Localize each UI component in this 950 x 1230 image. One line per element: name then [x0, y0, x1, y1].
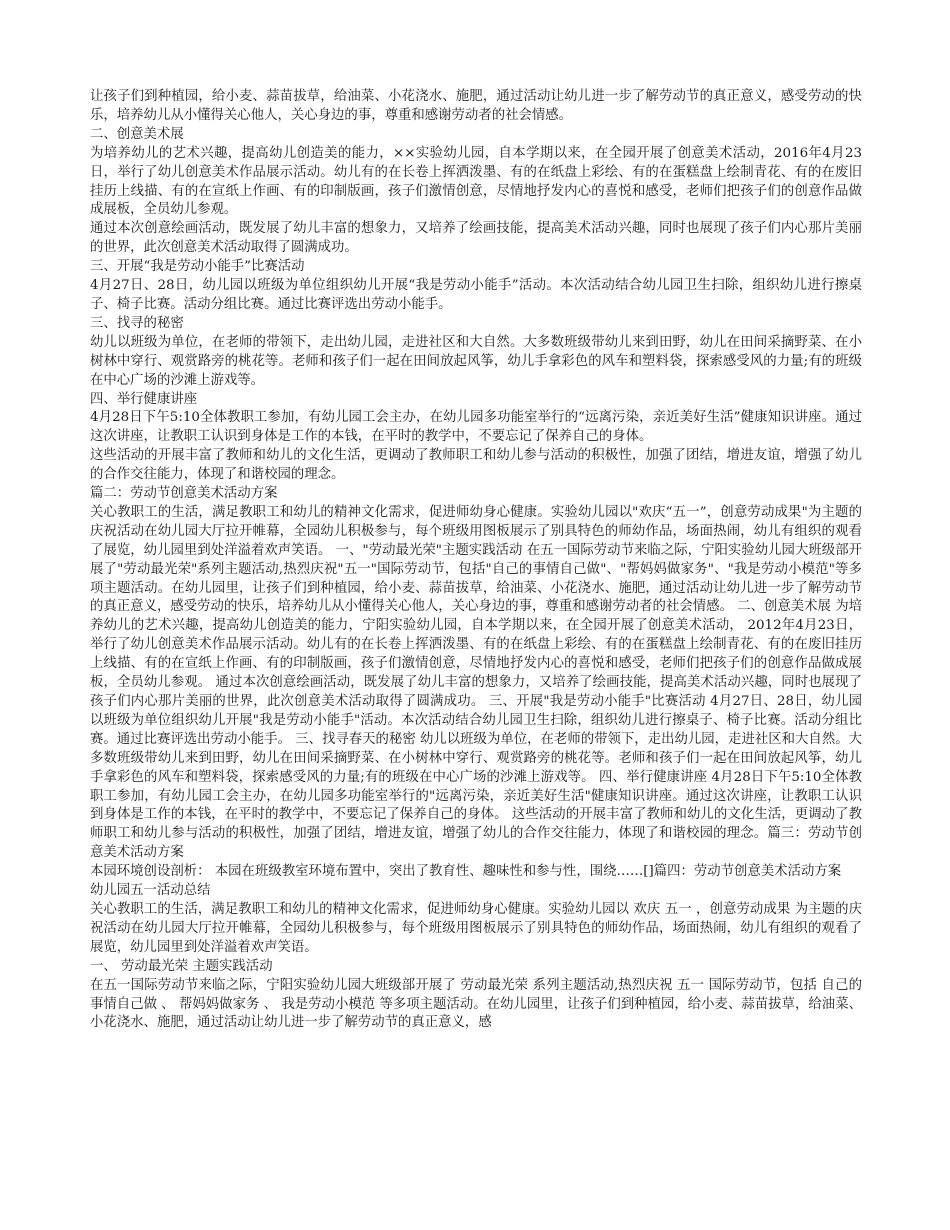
- paragraph-summary: 这些活动的开展丰富了教师和幼儿的文化生活，更调动了教师职工和幼儿参与活动的积极性，加强了团结，增进友谊，增强了幼儿的合作交往能力，体现了和谐校园的理念。: [90, 448, 862, 483]
- paragraph-labor-contest: 4月27日、28日，幼儿园以班级为单位组织幼儿开展“我是劳动小能手”活动。本次活动结合幼儿园卫生扫除，组织幼儿进行擦桌子、椅子比赛。活动分组比赛。通过比赛评选出劳动小能手。: [90, 278, 862, 312]
- paragraph-art-exhibition: 为培养幼儿的艺术兴趣，提高幼儿创造美的能力，××实验幼儿园，自本学期以来，在全园开展了创意美术活动，2016年4月23日，举行了幼儿创意美术作品展示活动。幼儿有的在长卷上挥洒泼墨、有的在纸盘上彩绘、有的在蛋糕盘上绘制青花、有的在废旧挂历上线描、有的在宣纸上作画、有的印制版画，孩子们激情创意，尽情地抒发内心的喜悦和感受，老师们把孩子们的创意作品做成展板，全员幼儿参观。: [90, 145, 862, 218]
- section-heading-art-exhibition: 二、创意美术展: [90, 126, 184, 142]
- document-body: [90, 88, 862, 1033]
- paragraph-labor-glory: 在五一国际劳动节来临之际，宁阳实验幼儿园大班级部开展了 劳动最光荣 系列主题活动,热烈庆祝 五一 国际劳动节，包括 自己的事情自己做 、 帮妈妈做家务 、 我是劳动小模范 等多项主题活动。在幼儿园里，让孩子们到种植园，给小麦、蒜苗拔草，给油菜、小花浇水、施肥，通过活动让幼儿进一步了解劳动节的真正意义，感: [90, 977, 862, 1031]
- chapter-heading-part-two: 篇二：劳动节创意美术活动方案: [90, 486, 278, 502]
- section-heading-health-lecture: 四、举行健康讲座: [90, 391, 198, 407]
- paragraph-part-two-body: 关心教职工的生活，满足教职工和幼儿的精神文化需求，促进师幼身心健康。实验幼儿园以"欢庆“五一”，创意劳动成果"为主题的庆祝活动在幼儿园大厅拉开帷幕，全园幼儿积极参与，每个班级用图板展示了别具特色的师幼作品，场面热闹，幼儿有组织的观看了展览，幼儿园里到处洋溢着欢声笑语。 一、"劳动最光荣"主题实践活动 在五一国际劳动节来临之际，宁阳实验幼儿园大班级部开展了"劳动最光荣"系列主题活动,热烈庆祝"五一"国际劳动节，包括"自己的事情自己做"、"帮妈妈做家务"、"我是劳动小模范"等多项主题活动。在幼儿园里，让孩子们到种植园，给小麦、蒜苗拔草，给油菜、小花浇水、施肥，通过活动让幼儿进一步了解劳动节的真正意义，感受劳动的快乐，培养幼儿从小懂得关心他人，关心身边的事，尊重和感谢劳动者的社会情感。 二、创意美术展 为培养幼儿的艺术兴趣，提高幼儿创造美的能力，宁阳实验幼儿园，自本学期以来，在全园开展了创意美术活动， 2012年4月23日，举行了幼儿创意美术作品展示活动。幼儿有的在长卷上挥洒泼墨、有的在纸盘上彩绘、有的在蛋糕盘上绘制青花、有的在废旧挂历上线描、有的在宣纸上作画、有的印制版画，孩子们激情创意，尽情地抒发内心的喜悦和感受，老师们把孩子们的创意作品做成展板，全员幼儿参观。 通过本次创意绘画活动，既发展了幼儿丰富的想象力，又培养了绘画技能，提高美术活动兴趣，同时也展现了孩子们内心那片美丽的世界，此次创意美术活动取得了圆满成功。 三、开展"我是劳动小能手"比赛活动 4月27日、28日，幼儿园以班级为单位组织幼儿开展"我是劳动小能手"活动。本次活动结合幼儿园卫生扫除，组织幼儿进行擦桌子、椅子比赛。活动分组比赛。通过比赛评选出劳动小能手。 三、找寻春天的秘密 幼儿以班级为单位，在老师的带领下，走出幼儿园，走进社区和大自然。大多数班级带幼儿来到田野，幼儿在田间采摘野菜、在小树林中穿行、观赏路旁的桃花等。老师和孩子们一起在田间放起风筝，幼儿手拿彩色的风车和塑料袋，探索感受风的力量;有的班级在中心广场的沙滩上游戏等。 四、举行健康讲座 4月28日下午5:10全体教职工参加，有幼儿园工会主办，在幼儿园多功能室举行的"远离污染，亲近美好生活"健康知识讲座。通过这次讲座，让教职工认识到身体是工作的本钱，在平时的教学中，不要忘记了保养自己的身体。 这些活动的开展丰富了教师和幼儿的文化生活，更调动了教师职工和幼儿参与活动的积极性，加强了团结，增进友谊，增强了幼儿的合作交往能力，体现了和谐校园的理念。篇三：劳动节创意美术活动方案: [90, 504, 862, 861]
- paragraph-art-result: 通过本次创意绘画活动，既发展了幼儿丰富的想象力，又培养了绘画技能，提高美术活动兴趣，同时也展现了孩子们内心那片美丽的世界，此次创意美术活动取得了圆满成功。: [90, 221, 862, 256]
- paragraph-environment-analysis: 本园环境创设剖析： 本园在班级教室环境布置中，突出了教育性、趣味性和参与性，围绕……[]篇四：劳动节创意美术活动方案: [90, 864, 842, 880]
- section-heading-may-day-summary: 幼儿园五一活动总结: [90, 883, 211, 899]
- paragraph-secret: 幼儿以班级为单位，在老师的带领下，走出幼儿园，走进社区和大自然。大多数班级带幼儿来到田野，幼儿在田间采摘野菜、在小树林中穿行、观赏路旁的桃花等。老师和孩子们一起在田间放起风筝，幼儿手拿彩色的风车和塑料袋，探索感受风的力量;有的班级在中心广场的沙滩上游戏等。: [90, 334, 862, 388]
- paragraph-may-day-intro: 关心教职工的生活，满足教职工和幼儿的精神文化需求，促进师幼身心健康。实验幼儿园以 欢庆 五一 ，创意劳动成果 为主题的庆祝活动在幼儿园大厅拉开帷幕，全园幼儿积极参与，每个班级用图板展示了别具特色的师幼作品，场面热闹，幼儿有组织的观看了展览，幼儿园里到处洋溢着欢声笑语。: [90, 901, 862, 955]
- section-heading-labor-contest: 三、开展“我是劳动小能手”比赛活动: [90, 259, 305, 275]
- section-heading-secret: 三、找寻的秘密: [90, 315, 184, 331]
- paragraph-health-lecture: 4月28日下午5:10全体教职工参加，有幼儿园工会主办，在幼儿园多功能室举行的“远离污染，亲近美好生活”健康知识讲座。通过这次讲座，让教职工认识到身体是工作的本钱，在平时的教学中，不要忘记了保养自己的身体。: [90, 410, 862, 445]
- section-heading-labor-glory: 一、 劳动最光荣 主题实践活动: [90, 958, 273, 974]
- paragraph-intro-continuation: 让孩子们到种植园，给小麦、蒜苗拔草，给油菜、小花浇水、施肥，通过活动让幼儿进一步了解劳动节的真正意义，感受劳动的快乐，培养幼儿从小懂得关心他人，关心身边的事，尊重和感谢劳动者的社会情感。: [90, 89, 862, 123]
